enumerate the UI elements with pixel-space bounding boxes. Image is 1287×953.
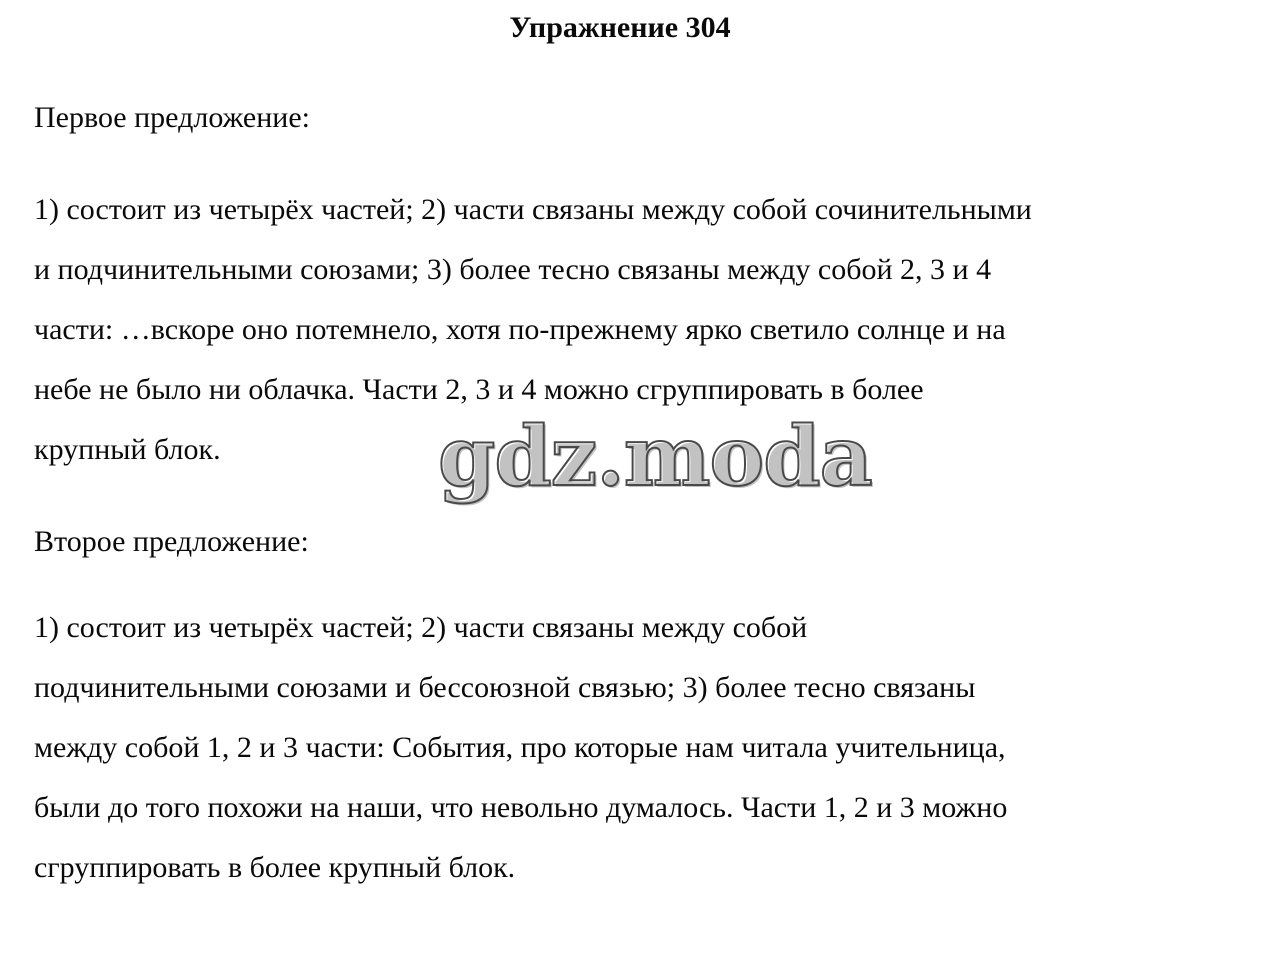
- text-line: и подчинительными союзами; 3) более тесно связаны между собой 2, 3 и 4: [34, 253, 992, 286]
- text-line: 1) состоит из четырёх частей; 2) части связаны между собой сочинительными: [34, 193, 1032, 226]
- text-line: части: …вскоре оно потемнело, хотя по-прежнему ярко светило солнце и на: [34, 313, 1006, 346]
- watermark-logo: gdz.moda: [438, 409, 872, 505]
- second-sentence-analysis: [34, 598, 1234, 898]
- exercise-title: Упражнение 304: [509, 11, 731, 44]
- text-line: подчинительными союзами и бессоюзной связью; 3) более тесно связаны: [34, 671, 976, 704]
- text-line: были до того похожи на наши, что невольно думалось. Части 1, 2 и 3 можно: [34, 791, 1008, 824]
- text-line: между собой 1, 2 и 3 части: События, про которые нам читала учительница,: [34, 731, 1006, 764]
- second-sentence-heading: Второе предложение:: [34, 525, 309, 558]
- text-line: небе не было ни облачка. Части 2, 3 и 4 можно сгруппировать в более: [34, 373, 924, 406]
- first-sentence-heading: Первое предложение:: [34, 101, 310, 134]
- text-line: 1) состоит из четырёх частей; 2) части связаны между собой: [34, 611, 808, 644]
- text-line: крупный блок.: [34, 433, 221, 466]
- text-line: сгруппировать в более крупный блок.: [34, 851, 516, 884]
